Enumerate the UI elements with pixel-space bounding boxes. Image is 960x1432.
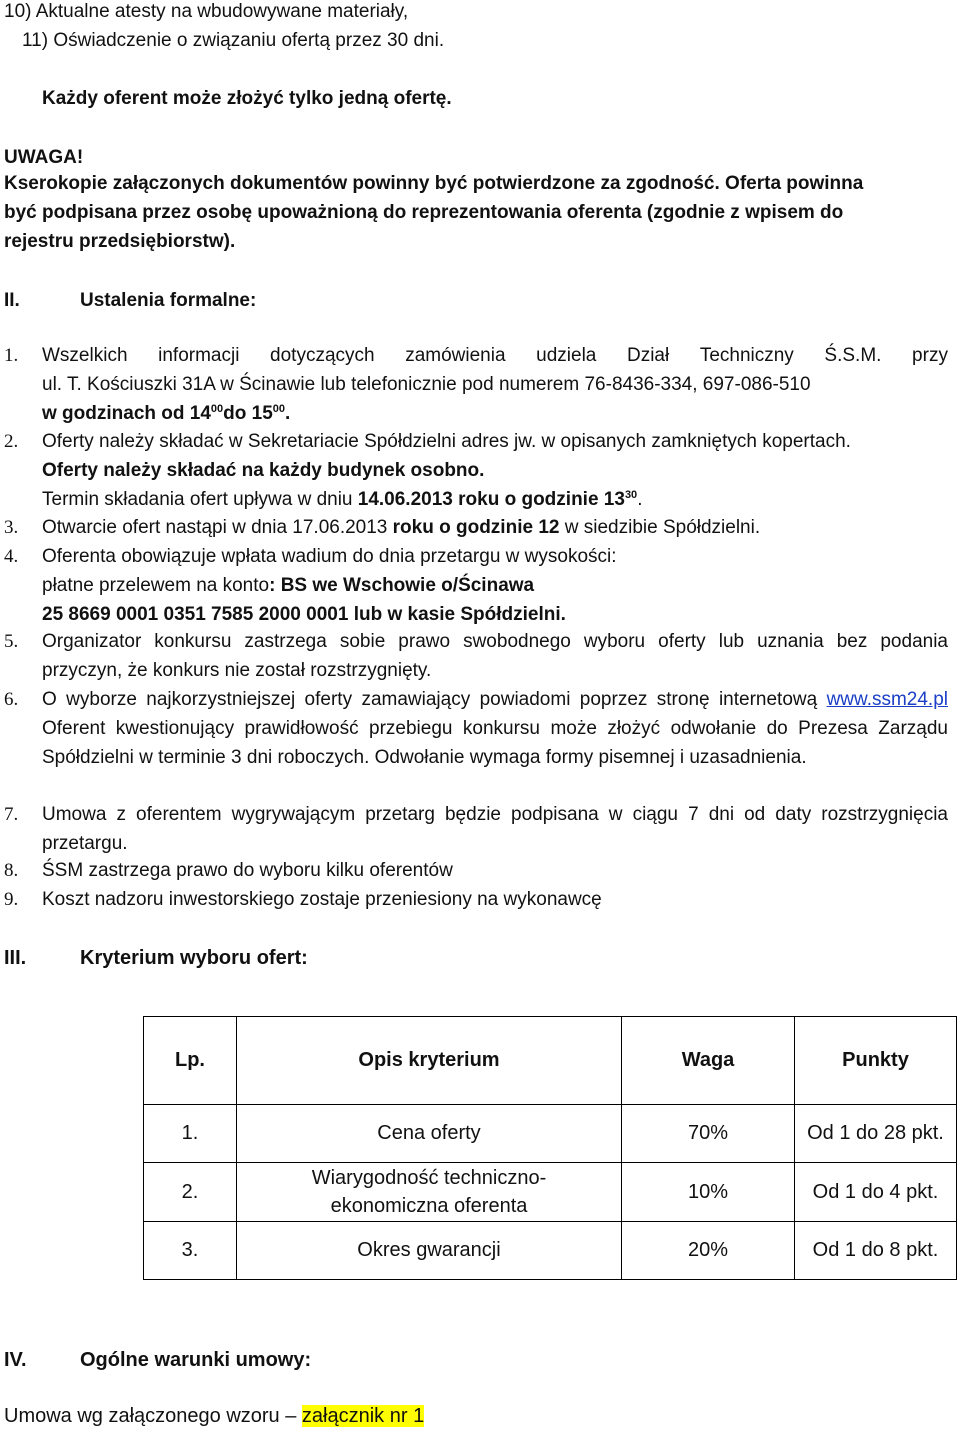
contract-note: Umowa wg załączonego wzoru – załącznik nr 1 <box>4 1405 425 1427</box>
uwaga-heading: UWAGA! <box>4 147 84 168</box>
item-1-word: Ś.S.M. <box>824 345 882 366</box>
item-1-number: 1. <box>4 345 19 366</box>
cell-opis: Cena oferty <box>237 1105 622 1163</box>
item-4-line-1: Oferenta obowiązuje wpłata wadium do dnia przetargu w wysokości: <box>42 546 617 567</box>
item-6-text: O wyborze najkorzystniejszej oferty zamawiający powiadomi poprzez stronę internetową www.ssm24.pl Oferent kwestionujący prawidłowość przebiegu konkursu może złożyć odwołanie do Prezesa Zarządu Spółdzielni w terminie 3 dni roboczych. Odwołanie wymaga formy pisemnej i uzasadnienia. <box>42 689 948 768</box>
item-2-line-1: Oferty należy składać w Sekretariacie Spółdzielni adres jw. w opisanych zamkniętych kopertach. <box>42 431 851 452</box>
item-2-deadline: Termin składania ofert upływa w dniu 14.06.2013 roku o godzinie $13^{30}$. <box>42 489 643 510</box>
item-1-hours: w godzinach od $14^{00}do$ $15^{00}$. <box>42 403 291 424</box>
section-4-title: Ogólne warunki umowy: <box>80 1349 312 1371</box>
item-7-number: 7. <box>4 804 19 825</box>
item-8-number: 8. <box>4 860 19 881</box>
item-3-number: 3. <box>4 517 19 538</box>
table-row <box>144 1222 957 1280</box>
item-9-text: Koszt nadzoru inwestorskiego zostaje przeniesiony na wykonawcę <box>42 889 602 910</box>
criteria-table <box>143 1016 957 1280</box>
item-1-word: Dział <box>626 345 670 366</box>
item-7-text: Umowa z oferentem wygrywającym przetarg będzie podpisana w ciągu 7 dni od daty rozstrzygnięcia przetargu. <box>42 804 948 854</box>
ssm24-link[interactable]: www.ssm24.pl <box>826 689 948 710</box>
cell-waga: 20% <box>622 1222 795 1280</box>
list-item-10: 10) Aktualne atesty na wbudowywane materiały, <box>4 1 409 22</box>
item-1-word: Techniczny <box>699 345 794 366</box>
item-6-number: 6. <box>4 689 19 710</box>
item-4-number: 4. <box>4 546 19 567</box>
item-1-line-1 <box>42 344 948 368</box>
header-opis: Opis kryterium <box>237 1017 622 1105</box>
item-9-number: 9. <box>4 889 19 910</box>
cell-opis: Okres gwarancji <box>237 1222 622 1280</box>
item-2-number: 2. <box>4 431 19 452</box>
cell-waga: 70% <box>622 1105 795 1163</box>
header-waga: Waga <box>622 1017 795 1105</box>
cell-punkty: Od 1 do 4 pkt. <box>795 1163 957 1222</box>
table-row <box>144 1105 957 1163</box>
section-2-title: Ustalenia formalne: <box>80 290 257 311</box>
section-3-number: III. <box>4 947 27 969</box>
item-1-word: Wszelkich <box>42 345 128 366</box>
table-header-row <box>144 1017 957 1105</box>
section-2-number: II. <box>4 290 20 311</box>
item-3-text: Otwarcie ofert nastąpi w dnia 17.06.2013 roku o godzinie 12 w siedzibie Spółdzielni. <box>42 517 761 538</box>
cell-lp: 1. <box>144 1105 237 1163</box>
cell-lp: 2. <box>144 1163 237 1222</box>
item-4-account: 25 8669 0001 0351 7585 2000 0001 lub w kasie Spółdzielni. <box>42 604 566 625</box>
item-5-text: Organizator konkursu zastrzega sobie prawo swobodnego wyboru oferty lub uznania bez podania przyczyn, że konkurs nie został rozstrzygnięty. <box>42 631 948 681</box>
attachment-highlight: załącznik nr 1 <box>301 1405 425 1427</box>
table-row <box>144 1163 957 1222</box>
section-3-title: Kryterium wyboru ofert: <box>80 947 308 969</box>
note-line-2: być podpisana przez osobę upoważnioną do reprezentowania oferenta (zgodnie z wpisem do <box>4 202 844 223</box>
note-line-1: Kserokopie załączonych dokumentów powinny być potwierdzone za zgodność. Oferta powinna <box>4 173 864 194</box>
item-1-line-2: ul. T. Kościuszki 31A w Ścinawie lub telefonicznie pod numerem 76-8436-334, 697-086-510 <box>42 374 811 395</box>
cell-punkty: Od 1 do 28 pkt. <box>795 1105 957 1163</box>
item-4-line-2: płatne przelewem na konto: BS we Wschowie o/Ścinawa <box>42 575 535 596</box>
section-4-number: IV. <box>4 1349 27 1371</box>
cell-lp: 3. <box>144 1222 237 1280</box>
cell-punkty: Od 1 do 8 pkt. <box>795 1222 957 1280</box>
item-1-word: informacji <box>158 345 240 366</box>
cell-opis: Wiarygodność techniczno-ekonomiczna oferenta <box>237 1163 622 1222</box>
list-item-11: 11) Oświadczenie o związaniu ofertą przez 30 dni. <box>22 30 445 51</box>
header-punkty: Punkty <box>795 1017 957 1105</box>
item-1-word: zamówienia <box>405 345 506 366</box>
header-lp: Lp. <box>144 1017 237 1105</box>
item-5-number: 5. <box>4 631 19 652</box>
note-line-3: rejestru przedsiębiorstw). <box>4 231 236 252</box>
item-1-word: udziela <box>536 345 597 366</box>
item-2-line-2: Oferty należy składać na każdy budynek osobno. <box>42 460 485 481</box>
one-offer-notice: Każdy oferent może złożyć tylko jedną ofertę. <box>42 88 452 109</box>
item-1-word: dotyczących <box>270 345 375 366</box>
cell-waga: 10% <box>622 1163 795 1222</box>
item-1-word: przy <box>912 345 948 366</box>
item-8-text: ŚSM zastrzega prawo do wyboru kilku oferentów <box>42 860 453 881</box>
